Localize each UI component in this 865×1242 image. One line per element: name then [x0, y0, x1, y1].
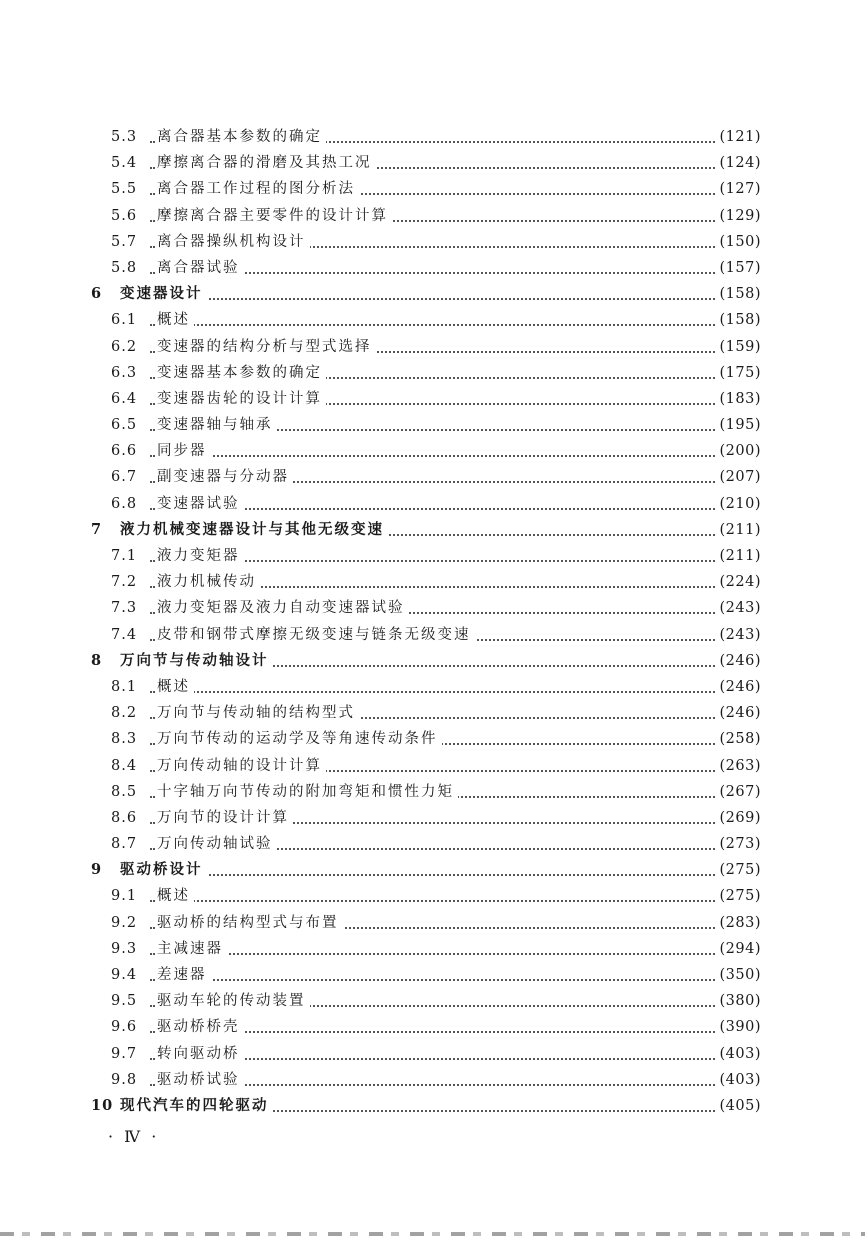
toc-entry-page: (283) [717, 910, 762, 936]
toc-entry-number: 6.5 [111, 417, 138, 434]
toc-entry-title: 万向节与传动轴的结构型式 [157, 700, 359, 726]
toc-entry-number: 10 [91, 1096, 114, 1114]
dot-leader [150, 324, 754, 326]
toc-entry-title: 变速器试验 [157, 491, 244, 517]
toc-entry[interactable] [0, 360, 865, 386]
toc-entry-title: 皮带和钢带式摩擦无级变速与链条无级变速 [157, 622, 475, 648]
toc-entry[interactable] [0, 1067, 865, 1093]
toc-entry[interactable] [0, 753, 865, 779]
toc-entry-number: 7.2 [111, 574, 138, 591]
dot-leader [150, 953, 754, 955]
toc-entry-page: (210) [717, 491, 762, 517]
toc-chapter[interactable] [0, 648, 865, 674]
toc-entry-title: 万向节的设计计算 [157, 805, 293, 831]
toc-entry-number: 9.8 [111, 1071, 138, 1088]
toc-entry-title: 驱动桥桥壳 [157, 1014, 244, 1040]
toc-entry-page: (273) [717, 831, 762, 857]
toc-entry-page: (159) [717, 334, 762, 360]
toc-entry[interactable] [0, 779, 865, 805]
toc-entry[interactable] [0, 910, 865, 936]
toc-entry-page: (350) [717, 962, 762, 988]
toc-entry-number: 9.2 [111, 914, 138, 931]
toc-entry-number: 8.2 [111, 705, 138, 722]
toc-entry[interactable] [0, 255, 865, 281]
toc-entry[interactable] [0, 307, 865, 333]
toc-entry-page: (263) [717, 753, 762, 779]
toc-entry-number: 6.6 [111, 443, 138, 460]
toc-entry-number: 7.1 [111, 548, 138, 564]
toc-entry-number: 9.4 [111, 967, 138, 983]
toc-entry-number: 6.8 [111, 495, 138, 512]
toc-entry[interactable] [0, 334, 865, 360]
toc-entry[interactable] [0, 805, 865, 831]
toc-entry-page: (390) [717, 1014, 762, 1040]
toc-entry-page: (211) [717, 543, 762, 569]
toc-entry[interactable] [0, 831, 865, 857]
dot-leader [150, 900, 754, 902]
toc-entry-title: 概述 [157, 307, 194, 333]
toc-entry-title: 驱动车轮的传动装置 [157, 988, 310, 1014]
toc-entry-number: 5.6 [111, 207, 138, 224]
toc-entry-title: 概述 [157, 674, 194, 700]
toc-entry-page: (275) [717, 883, 762, 909]
page-number: · Ⅳ · [108, 1127, 160, 1146]
dot-leader [150, 979, 754, 981]
toc-entry-number: 5.8 [111, 259, 138, 276]
toc-entry-title: 转向驱动桥 [157, 1041, 244, 1067]
toc-entry-number: 8.7 [111, 836, 138, 853]
toc-entry-title: 变速器的结构分析与型式选择 [157, 334, 376, 360]
toc-entry-title: 液力变矩器及液力自动变速器试验 [157, 595, 409, 621]
scan-artifact [0, 1232, 865, 1236]
toc-entry[interactable] [0, 988, 865, 1014]
toc-entry-number: 6.2 [111, 338, 138, 355]
toc-entry-number: 7.3 [111, 600, 138, 617]
toc-entry-number: 8.5 [111, 783, 138, 800]
toc-entry-number: 6.4 [111, 390, 138, 407]
toc-entry-number: 5.4 [111, 155, 138, 172]
toc-entry-title: 万向传动轴试验 [157, 831, 277, 857]
toc-entry[interactable] [0, 124, 865, 150]
toc-entry-title: 离合器工作过程的图分析法 [157, 176, 359, 202]
toc-entry-title: 驱动桥的结构型式与布置 [157, 910, 343, 936]
toc-entry-title: 差速器 [157, 962, 211, 988]
toc-entry-title: 变速器齿轮的设计计算 [157, 386, 326, 412]
toc-entry[interactable] [0, 1014, 865, 1040]
toc-entry-page: (121) [717, 124, 762, 150]
toc-entry-number: 7.4 [111, 626, 138, 643]
toc-entry[interactable] [0, 622, 865, 648]
toc-entry-page: (207) [717, 464, 762, 490]
toc-entry-number: 9.3 [111, 940, 138, 957]
toc-entry-page: (294) [717, 936, 762, 962]
toc-entry-number: 9 [91, 861, 103, 879]
toc-entry-page: (275) [717, 857, 762, 883]
toc-entry-number: 7 [91, 520, 103, 538]
toc-entry-number: 9.6 [111, 1019, 138, 1036]
toc-chapter[interactable] [0, 857, 865, 883]
toc-chapter[interactable] [0, 281, 865, 307]
toc-entry-number: 9.5 [111, 993, 138, 1010]
toc-entry-number: 8 [91, 651, 103, 669]
toc-entry[interactable] [0, 543, 865, 569]
toc-entry[interactable] [0, 962, 865, 988]
toc-entry-page: (158) [717, 307, 762, 333]
toc-entry-title: 同步器 [157, 438, 211, 464]
toc-entry-number: 8.6 [111, 809, 138, 826]
toc-entry-title: 离合器操纵机构设计 [157, 229, 310, 255]
toc-entry-number: 6.7 [111, 469, 138, 486]
toc-entry-page: (246) [717, 700, 762, 726]
toc-entry-title: 变速器轴与轴承 [157, 412, 277, 438]
toc-entry-number: 8.4 [111, 757, 138, 774]
toc-entry-page: (243) [717, 595, 762, 621]
toc-entry[interactable] [0, 176, 865, 202]
toc-entry-title: 变速器设计 [120, 281, 207, 307]
toc-entry-title: 驱动桥试验 [157, 1067, 244, 1093]
toc-entry-number: 6 [91, 285, 103, 303]
toc-entry-page: (200) [717, 438, 762, 464]
toc-entry[interactable] [0, 569, 865, 595]
toc-entry-page: (175) [717, 360, 762, 386]
toc-entry-page: (224) [717, 569, 762, 595]
toc-entry[interactable] [0, 438, 865, 464]
toc-entry[interactable] [0, 936, 865, 962]
toc-entry[interactable] [0, 229, 865, 255]
toc-entry-page: (243) [717, 622, 762, 648]
toc-entry-page: (150) [717, 229, 762, 255]
toc-entry-number: 9.1 [111, 888, 138, 905]
toc-entry[interactable] [0, 491, 865, 517]
toc-entry-title: 离合器基本参数的确定 [157, 124, 326, 150]
toc-entry-page: (403) [717, 1041, 762, 1067]
toc-chapter[interactable] [0, 1093, 865, 1119]
toc-entry-title: 概述 [157, 883, 194, 909]
toc-entry-page: (124) [717, 150, 762, 176]
toc-entry-page: (183) [717, 386, 762, 412]
toc-entry-title: 液力机械变速器设计与其他无级变速 [120, 517, 388, 543]
dot-leader [150, 455, 754, 457]
toc-entry[interactable] [0, 883, 865, 909]
toc-entry[interactable] [0, 386, 865, 412]
toc-entry-title: 现代汽车的四轮驱动 [120, 1093, 273, 1119]
toc-entry-number: 6.3 [111, 364, 138, 381]
toc-entry-page: (127) [717, 176, 762, 202]
dot-leader [150, 691, 754, 693]
toc-entry-page: (158) [717, 281, 762, 307]
toc-chapter[interactable] [0, 517, 865, 543]
toc-entry-number: 5.7 [111, 233, 138, 250]
toc-entry-page: (258) [717, 726, 762, 752]
toc-entry-page: (129) [717, 203, 762, 229]
toc-entry-title: 液力机械传动 [157, 569, 260, 595]
toc-entry-page: (195) [717, 412, 762, 438]
toc-entry-page: (269) [717, 805, 762, 831]
toc-entry-title: 离合器试验 [157, 255, 244, 281]
toc-entry[interactable] [0, 595, 865, 621]
toc-entry-number: 6.1 [111, 312, 138, 329]
toc-entry[interactable] [0, 203, 865, 229]
toc-entry-page: (246) [717, 674, 762, 700]
toc-entry-number: 8.1 [111, 678, 138, 695]
toc-entry-page: (211) [717, 517, 762, 543]
dot-leader [150, 298, 754, 300]
toc-entry-title: 变速器基本参数的确定 [157, 360, 326, 386]
toc-entry-title: 万向节传动的运动学及等角速传动条件 [157, 726, 442, 752]
table-of-contents [0, 124, 865, 1119]
toc-entry-page: (380) [717, 988, 762, 1014]
toc-entry[interactable] [0, 1041, 865, 1067]
toc-entry-number: 5.5 [111, 181, 138, 198]
toc-entry-title: 副变速器与分动器 [157, 464, 293, 490]
dot-leader [150, 874, 754, 876]
toc-entry-number: 9.7 [111, 1045, 138, 1062]
toc-entry-number: 8.3 [111, 731, 138, 748]
toc-entry-title: 十字轴万向节传动的附加弯矩和惯性力矩 [157, 779, 458, 805]
toc-entry-page: (246) [717, 648, 762, 674]
toc-entry[interactable] [0, 700, 865, 726]
toc-entry[interactable] [0, 464, 865, 490]
toc-entry-title: 驱动桥设计 [120, 857, 207, 883]
toc-entry-title: 万向传动轴的设计计算 [157, 753, 326, 779]
toc-entry-page: (267) [717, 779, 762, 805]
toc-entry-title: 万向节与传动轴设计 [120, 648, 273, 674]
toc-entry-page: (157) [717, 255, 762, 281]
toc-entry-page: (403) [717, 1067, 762, 1093]
toc-entry[interactable] [0, 674, 865, 700]
toc-entry-title: 主减速器 [157, 936, 227, 962]
toc-entry[interactable] [0, 150, 865, 176]
toc-entry-number: 5.3 [111, 129, 138, 145]
toc-entry-title: 摩擦离合器的滑磨及其热工况 [157, 150, 376, 176]
toc-entry[interactable] [0, 726, 865, 752]
toc-entry-page: (405) [717, 1093, 762, 1119]
toc-entry[interactable] [0, 412, 865, 438]
toc-entry-title: 摩擦离合器主要零件的设计计算 [157, 203, 392, 229]
toc-entry-title: 液力变矩器 [157, 543, 244, 569]
